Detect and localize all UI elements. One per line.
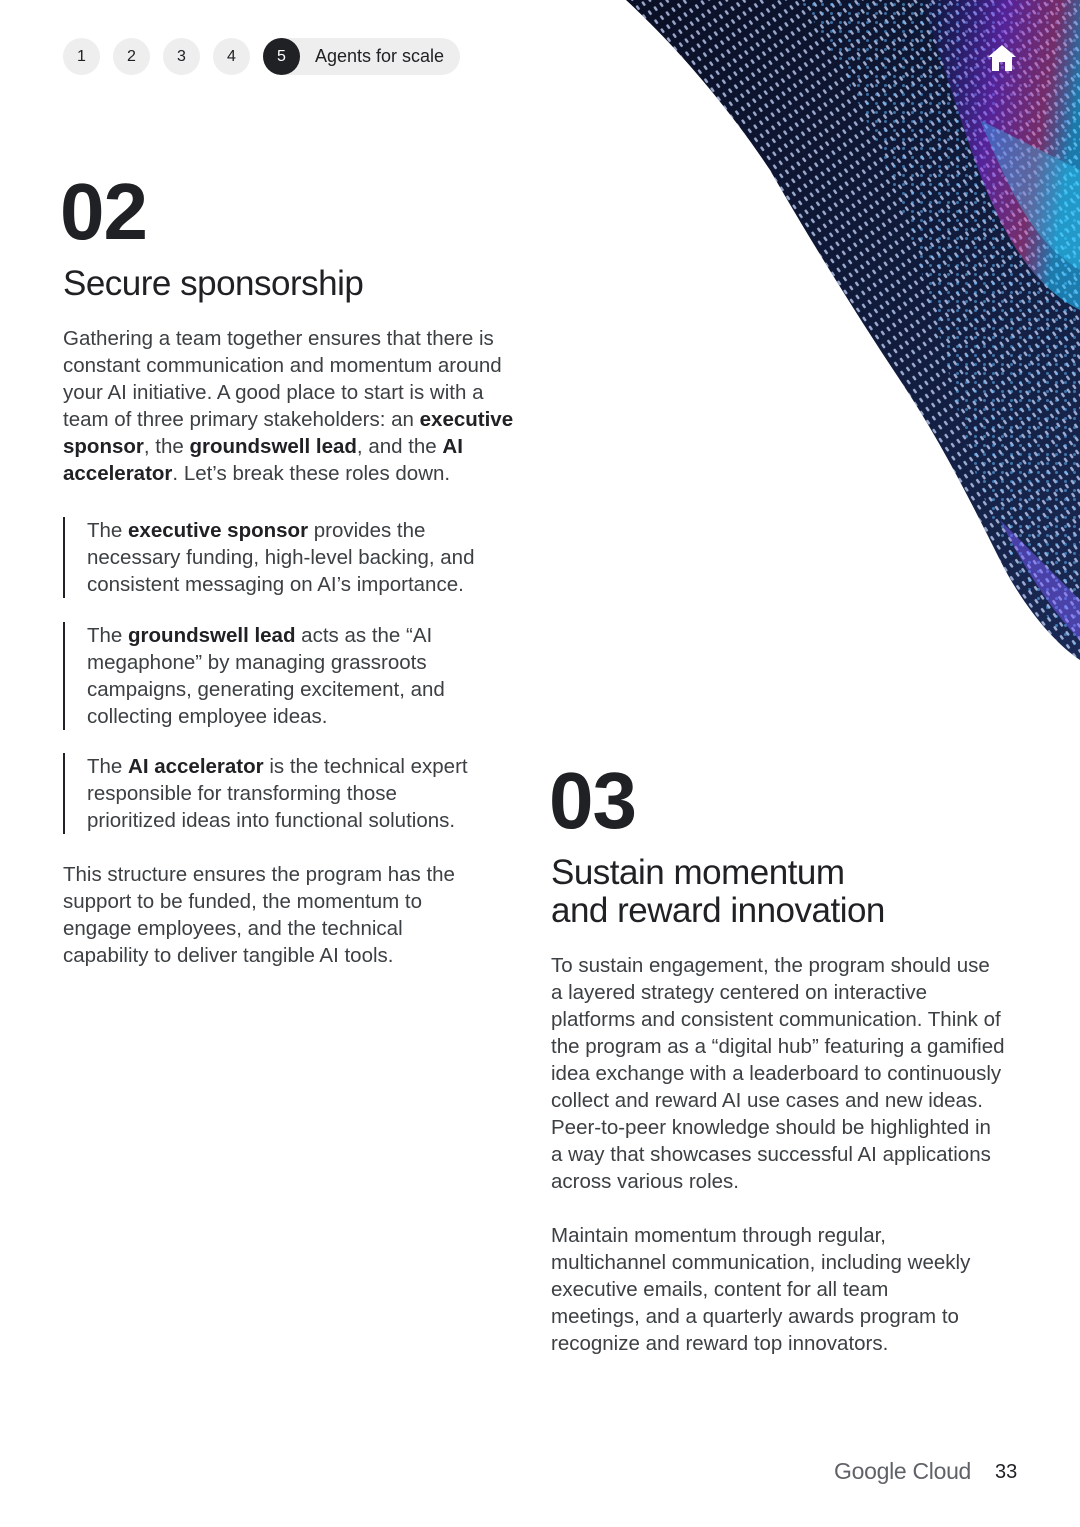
section-number-03: 03 [549, 756, 636, 845]
role-bold: groundswell lead [128, 624, 296, 647]
google-cloud-logo: Google Cloud [834, 1458, 972, 1484]
intro-text-1: Gathering a team together ensures that there is constant communication and momentum around your AI initiative. A good place to start is with a team of three primary stakeholders: an [63, 327, 502, 431]
role-bold: executive sponsor [128, 519, 309, 542]
momentum-paragraph-2: Maintain momentum through regular, multichannel communication, including weekly executive emails, content for all team meetings, and a quarterly awards program to recognize and reward top innovators. [551, 1224, 971, 1355]
role-post: is the technical expert responsible for transforming those prioritized ideas into functional solutions. [87, 755, 468, 832]
abstract-wave-artwork [620, 0, 1080, 670]
section-number-02: 02 [60, 167, 147, 256]
section-nav [63, 38, 460, 75]
role-pre: The [87, 519, 129, 542]
sponsorship-conclusion: This structure ensures the program has the support to be funded, the momentum to engage employees, and the technical capability to deliver tangible AI tools. [63, 863, 455, 967]
intro-text-3: , and the [356, 435, 443, 458]
home-icon[interactable] [984, 40, 1020, 76]
role-ai-accelerator [63, 753, 487, 834]
nav-step-label: Agents for scale [315, 46, 445, 66]
nav-step-4[interactable]: 4 [213, 38, 250, 75]
nav-step-3[interactable]: 3 [163, 38, 200, 75]
intro-bold-groundswell-lead: groundswell lead [189, 435, 357, 458]
nav-step-5-active[interactable] [263, 38, 460, 75]
role-bold: AI accelerator [128, 755, 264, 778]
section-title-secure-sponsorship: Secure sponsorship [63, 264, 364, 303]
section-title-sustain-momentum [551, 854, 885, 930]
role-executive-sponsor [63, 517, 507, 598]
role-post: acts as the “AI megaphone” by managing grassroots campaigns, generating excitement, and collecting employee ideas. [87, 624, 445, 728]
title-line-1: Sustain momentum [551, 853, 845, 892]
nav-step-2[interactable]: 2 [113, 38, 150, 75]
nav-step-1[interactable]: 1 [63, 38, 100, 75]
intro-text-4: . Let’s break these roles down. [172, 462, 451, 485]
role-post: provides the necessary funding, high-level backing, and consistent messaging on AI’s importance. [87, 519, 475, 596]
intro-bold-executive-sponsor: executive sponsor [63, 408, 514, 458]
title-line-2: and reward innovation [551, 891, 885, 930]
nav-step-5: 5 [263, 38, 300, 75]
role-groundswell-lead [63, 622, 487, 730]
page-number: 33 [995, 1461, 1018, 1483]
sponsorship-intro [63, 325, 533, 487]
intro-bold-ai-accelerator: AI accelerator [63, 435, 463, 485]
momentum-paragraph-1: To sustain engagement, the program should use a layered strategy centered on interactive platforms and consistent communication. Think of the program as a “digital hub” featuring a gamified idea exchange with a leaderboard to continuously collect and reward AI use cases and new ideas. Peer-to-peer knowledge should be highlighted in a way that showcases successful AI applications across various roles. [551, 954, 1005, 1193]
role-pre: The [87, 624, 129, 647]
intro-text-2: , the [143, 435, 190, 458]
role-pre: The [87, 755, 129, 778]
